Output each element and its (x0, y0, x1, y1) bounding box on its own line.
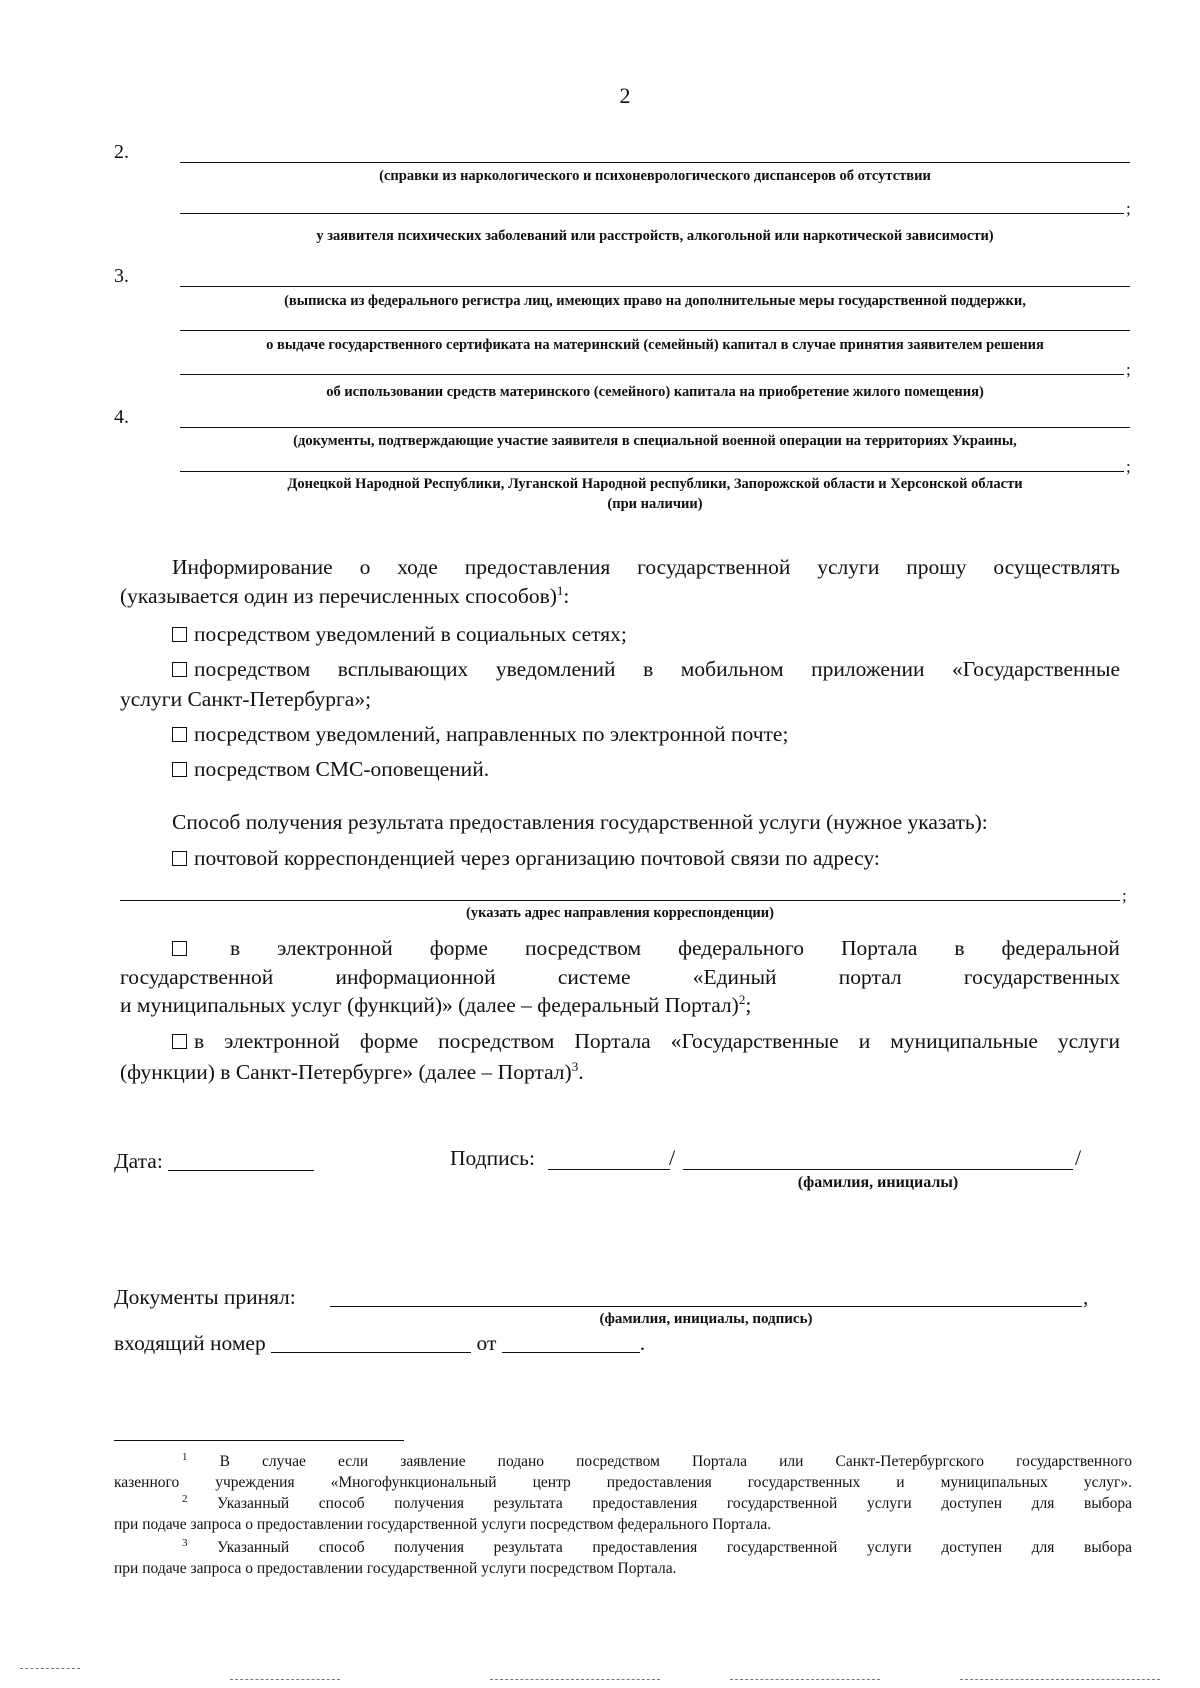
checkbox-icon[interactable] (172, 1034, 187, 1049)
option-federal-portal-cont: государственной информационной системе «Единый портал государственных (120, 965, 1120, 989)
checkbox-icon[interactable] (172, 627, 187, 642)
line-semicolon: ; (1122, 886, 1127, 905)
incoming-number-input-line[interactable] (271, 1332, 471, 1353)
accepted-caption: (фамилия, инициалы, подпись) (599, 1311, 813, 1327)
footnote-1: $^1$ В случае если заявление подано посредством Портала или Санкт-Петербургского государственного (182, 1450, 1132, 1470)
field-caption: Донецкой Народной Республики, Луганской Народной республики, Запорожской области и Херсонской области (287, 476, 1023, 492)
checkbox-icon[interactable] (172, 662, 187, 677)
signature-input-line[interactable] (548, 1169, 670, 1170)
checkbox-icon[interactable] (172, 762, 187, 777)
footnote-separator (114, 1440, 404, 1441)
item-number-4: 4. (114, 406, 129, 428)
incoming-date-input-line[interactable] (502, 1332, 640, 1353)
field-caption: (документы, подтверждающие участие заявителя в специальной военной операции на территориях Украины, (293, 433, 1017, 449)
signature-slash: / (669, 1145, 676, 1170)
field-caption: об использовании средств материнского (семейного) капитала на приобретение жилого помещения) (326, 384, 984, 400)
scan-artifact (490, 1679, 660, 1680)
option-postal[interactable]: почтовой корреспонденцией через организацию почтовой связи по адресу: (172, 844, 880, 872)
address-line[interactable] (120, 900, 1120, 901)
footnote-ref-3: 3 (571, 1058, 579, 1074)
scan-artifact (730, 1679, 880, 1680)
option-federal-portal-end: и муниципальных услуг (функций)» (далее – федеральный Портал)$^2$; (120, 991, 752, 1017)
field-caption: (выписка из федерального регистра лиц, имеющих право на дополнительные меры государственной поддержки, (284, 293, 1026, 309)
checkbox-icon[interactable] (172, 941, 187, 956)
signature-label: Подпись: (450, 1146, 535, 1170)
field-caption: о выдаче государственного сертификата на материнский (семейный) капитал в случае принятия заявителем решения (266, 337, 1044, 353)
field-caption: у заявителя психических заболеваний или расстройств, алкогольной или наркотической зависимости) (316, 228, 994, 244)
fill-line[interactable] (180, 427, 1130, 428)
fill-line[interactable] (180, 471, 1124, 472)
option-email[interactable]: посредством уведомлений, направленных по электронной почте; (172, 720, 788, 748)
footnote-3-cont: при подаче запроса о предоставлении государственной услуги посредством Портала. (114, 1560, 677, 1577)
footnote-2: $^2$ Указанный способ получения результата предоставления государственной услуги доступен для выбора (182, 1492, 1132, 1512)
informing-intro: Информирование о ходе предоставления государственной услуги прошу осуществлять (172, 555, 1120, 579)
fill-line[interactable] (180, 162, 1130, 163)
accepted-label: Документы принял: (114, 1285, 296, 1309)
date-input-line[interactable] (168, 1150, 314, 1171)
name-caption: (фамилия, инициалы) (797, 1174, 959, 1191)
option-mobile-app[interactable]: посредством всплывающих уведомлений в мобильном приложении «Государственные (172, 655, 1120, 683)
line-semicolon: ; (1126, 360, 1131, 379)
footnote-ref-1: 1 (556, 582, 564, 598)
item-number-2: 2. (114, 141, 129, 163)
line-semicolon: ; (1126, 199, 1131, 218)
option-city-portal[interactable]: в электронной форме посредством Портала «Государственные и муниципальные услуги (172, 1027, 1120, 1055)
fill-line[interactable] (180, 286, 1130, 287)
checkbox-icon[interactable] (172, 727, 187, 742)
option-mobile-app-cont: услуги Санкт-Петербурга»; (120, 687, 372, 711)
page-number: 2 (619, 83, 631, 108)
item-number-3: 3. (114, 265, 129, 287)
signature-slash: / (1075, 1145, 1082, 1170)
footnote-ref-2: 2 (738, 991, 746, 1007)
informing-intro-cont: (указывается один из перечисленных способов)$^1$: (120, 582, 570, 608)
field-caption: (при наличии) (607, 496, 703, 512)
checkbox-icon[interactable] (172, 851, 187, 866)
fill-line[interactable] (180, 374, 1124, 375)
scan-artifact (960, 1679, 1160, 1680)
scan-artifact (230, 1679, 340, 1680)
line-semicolon: ; (1126, 457, 1131, 476)
option-sms[interactable]: посредством СМС-оповещений. (172, 755, 489, 783)
result-intro: Способ получения результата предоставления государственной услуги (нужное указать): (172, 810, 988, 834)
option-federal-portal[interactable]: в электронной форме посредством федерального Портала в федеральной (120, 934, 1120, 962)
accepted-input-line[interactable] (330, 1306, 1082, 1307)
name-input-line[interactable] (683, 1169, 1073, 1170)
fill-line[interactable] (180, 330, 1130, 331)
option-city-portal-cont: (функции) в Санкт-Петербурге» (далее – Портал)$^3$. (120, 1058, 584, 1084)
option-social-networks[interactable]: посредством уведомлений в социальных сетях; (172, 620, 627, 648)
field-caption: (указать адрес направления корреспонденции) (466, 905, 774, 921)
fill-line[interactable] (180, 213, 1124, 214)
footnote-2-cont: при подаче запроса о предоставлении государственной услуги посредством федерального Портала. (114, 1516, 772, 1533)
scan-artifact (20, 1668, 80, 1669)
footnote-1-cont: казенного учреждения «Многофункциональный центр предоставления государственных и муниципальных услуг». (114, 1474, 1132, 1491)
incoming-number-field: входящий номер от . (114, 1331, 646, 1355)
accepted-comma: , (1083, 1285, 1089, 1309)
field-caption: (справки из наркологического и психоневрологического диспансеров об отсутствии (379, 168, 931, 184)
date-field: Дата: (114, 1148, 314, 1174)
footnote-3: $^3$ Указанный способ получения результата предоставления государственной услуги доступен для выбора (182, 1536, 1132, 1556)
